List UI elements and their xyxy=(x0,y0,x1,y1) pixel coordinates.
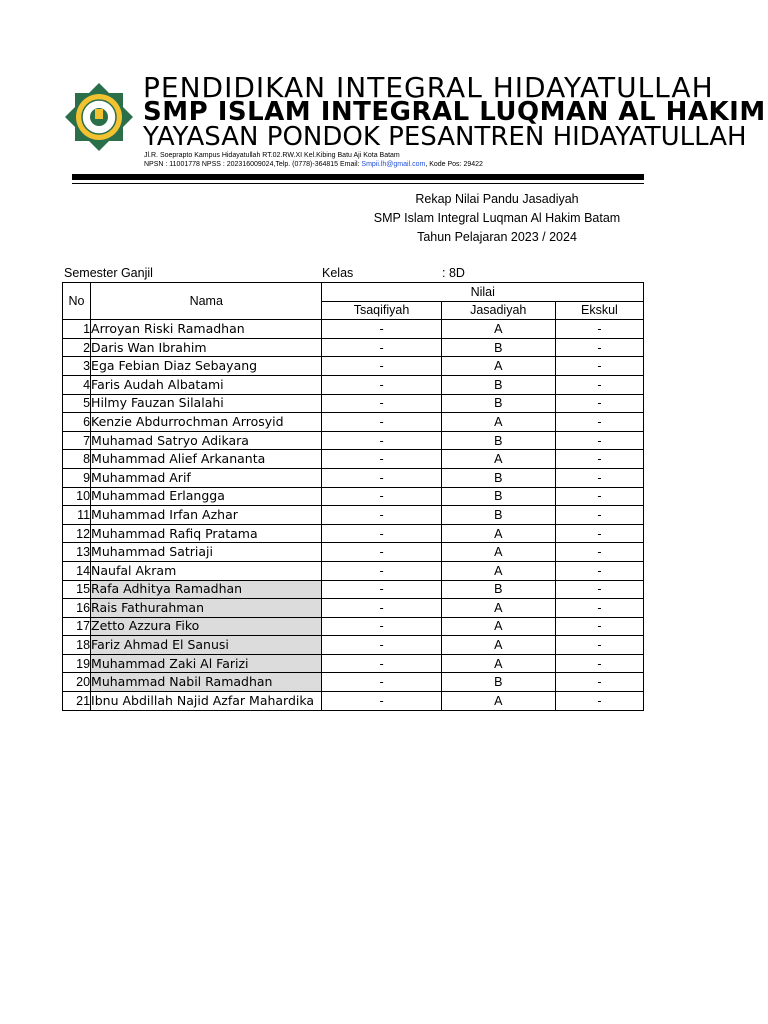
student-name: Arroyan Riski Ramadhan xyxy=(91,320,322,339)
tsaqifiyah-value: - xyxy=(322,506,441,525)
ekskul-value: - xyxy=(555,636,643,655)
ekskul-value: - xyxy=(555,599,643,618)
student-name: Muhammad Nabil Ramadhan xyxy=(91,673,322,692)
jasadiyah-value: A xyxy=(441,543,555,562)
student-name: Ega Febian Diaz Sebayang xyxy=(91,357,322,376)
grades-table xyxy=(62,282,644,711)
table-row xyxy=(63,543,644,562)
student-name: Rais Fathurahman xyxy=(91,599,322,618)
header-tsaqifiyah: Tsaqifiyah xyxy=(322,301,441,320)
header-nilai: Nilai xyxy=(322,283,644,302)
ekskul-value: - xyxy=(555,394,643,413)
row-number: 3 xyxy=(63,357,91,376)
contact-suffix: , Kode Pos: 29422 xyxy=(425,161,483,168)
jasadiyah-value: B xyxy=(441,375,555,394)
letterhead-divider-thick xyxy=(72,174,644,180)
row-number: 9 xyxy=(63,468,91,487)
row-number: 15 xyxy=(63,580,91,599)
jasadiyah-value: A xyxy=(441,357,555,376)
student-name: Fariz Ahmad El Sanusi xyxy=(91,636,322,655)
ekskul-value: - xyxy=(555,561,643,580)
header-no: No xyxy=(63,283,91,320)
student-name: Muhammad Zaki Al Farizi xyxy=(91,654,322,673)
jasadiyah-value: A xyxy=(441,524,555,543)
ekskul-value: - xyxy=(555,320,643,339)
school-contact xyxy=(144,160,483,170)
ekskul-value: - xyxy=(555,617,643,636)
report-year: Tahun Pelajaran 2023 / 2024 xyxy=(417,230,577,244)
student-name: Daris Wan Ibrahim xyxy=(91,338,322,357)
letterhead-divider-thin xyxy=(72,183,644,184)
jasadiyah-value: A xyxy=(441,617,555,636)
student-name: Naufal Akram xyxy=(91,561,322,580)
student-name: Muhammad Rafiq Pratama xyxy=(91,524,322,543)
tsaqifiyah-value: - xyxy=(322,338,441,357)
table-row xyxy=(63,375,644,394)
tsaqifiyah-value: - xyxy=(322,561,441,580)
tsaqifiyah-value: - xyxy=(322,450,441,469)
tsaqifiyah-value: - xyxy=(322,431,441,450)
school-address: Jl.R. Soeprapto Kampus Hidayatullah RT.02.RW.XI Kel.Kibing Batu Aji Kota Batam xyxy=(144,152,400,159)
ekskul-value: - xyxy=(555,506,643,525)
tsaqifiyah-value: - xyxy=(322,413,441,432)
jasadiyah-value: A xyxy=(441,561,555,580)
tsaqifiyah-value: - xyxy=(322,617,441,636)
table-body xyxy=(63,320,644,710)
row-number: 5 xyxy=(63,394,91,413)
student-name: Zetto Azzura Fiko xyxy=(91,617,322,636)
jasadiyah-value: B xyxy=(441,506,555,525)
table-row xyxy=(63,450,644,469)
table-row xyxy=(63,617,644,636)
table-row xyxy=(63,580,644,599)
table-row xyxy=(63,338,644,357)
table-row xyxy=(63,506,644,525)
student-name: Muhammad Irfan Azhar xyxy=(91,506,322,525)
school-emblem-icon xyxy=(64,82,134,152)
row-number: 18 xyxy=(63,636,91,655)
student-name: Rafa Adhitya Ramadhan xyxy=(91,580,322,599)
tsaqifiyah-value: - xyxy=(322,468,441,487)
table-row xyxy=(63,561,644,580)
tsaqifiyah-value: - xyxy=(322,636,441,655)
table-row xyxy=(63,468,644,487)
row-number: 8 xyxy=(63,450,91,469)
table-row xyxy=(63,599,644,618)
row-number: 13 xyxy=(63,543,91,562)
row-number: 1 xyxy=(63,320,91,339)
jasadiyah-value: B xyxy=(441,580,555,599)
table-row xyxy=(63,524,644,543)
ekskul-value: - xyxy=(555,468,643,487)
table-row xyxy=(63,654,644,673)
header-jasadiyah: Jasadiyah xyxy=(441,301,555,320)
student-name: Muhamad Satryo Adikara xyxy=(91,431,322,450)
student-name: Muhammad Satriaji xyxy=(91,543,322,562)
kelas-value: : 8D xyxy=(442,266,465,280)
kelas-label: Kelas xyxy=(322,266,354,280)
student-name: Muhammad Arif xyxy=(91,468,322,487)
report-title: Rekap Nilai Pandu Jasadiyah xyxy=(415,192,579,206)
jasadiyah-value: A xyxy=(441,654,555,673)
table-row xyxy=(63,320,644,339)
row-number: 19 xyxy=(63,654,91,673)
jasadiyah-value: A xyxy=(441,450,555,469)
table-row xyxy=(63,394,644,413)
jasadiyah-value: A xyxy=(441,413,555,432)
tsaqifiyah-value: - xyxy=(322,524,441,543)
row-number: 11 xyxy=(63,506,91,525)
row-number: 17 xyxy=(63,617,91,636)
table-header-row xyxy=(63,283,644,302)
jasadiyah-value: B xyxy=(441,338,555,357)
tsaqifiyah-value: - xyxy=(322,487,441,506)
letterhead xyxy=(140,70,766,180)
jasadiyah-value: A xyxy=(441,320,555,339)
jasadiyah-value: B xyxy=(441,431,555,450)
tsaqifiyah-value: - xyxy=(322,673,441,692)
ekskul-value: - xyxy=(555,692,643,711)
row-number: 6 xyxy=(63,413,91,432)
semester-label: Semester Ganjil xyxy=(64,266,153,280)
ekskul-value: - xyxy=(555,338,643,357)
header-ekskul: Ekskul xyxy=(555,301,643,320)
student-name: Kenzie Abdurrochman Arrosyid xyxy=(91,413,322,432)
table-row xyxy=(63,487,644,506)
ekskul-value: - xyxy=(555,543,643,562)
table-row xyxy=(63,357,644,376)
table-row xyxy=(63,636,644,655)
tsaqifiyah-value: - xyxy=(322,394,441,413)
tsaqifiyah-value: - xyxy=(322,357,441,376)
row-number: 10 xyxy=(63,487,91,506)
row-number: 12 xyxy=(63,524,91,543)
student-name: Muhammad Alief Arkananta xyxy=(91,450,322,469)
student-name: Faris Audah Albatami xyxy=(91,375,322,394)
yayasan-name: YAYASAN PONDOK PESANTREN HIDAYATULLAH xyxy=(143,122,747,152)
jasadiyah-value: A xyxy=(441,692,555,711)
jasadiyah-value: A xyxy=(441,599,555,618)
school-name: SMP ISLAM INTEGRAL LUQMAN AL HAKIM xyxy=(143,97,766,127)
tsaqifiyah-value: - xyxy=(322,692,441,711)
contact-prefix: NPSN : 11001778 NPSS : 202316009024,Telp. (0778)-364815 Email: xyxy=(144,161,362,168)
tsaqifiyah-value: - xyxy=(322,599,441,618)
ekskul-value: - xyxy=(555,654,643,673)
ekskul-value: - xyxy=(555,450,643,469)
ekskul-value: - xyxy=(555,357,643,376)
student-name: Hilmy Fauzan Silalahi xyxy=(91,394,322,413)
student-name: Ibnu Abdillah Najid Azfar Mahardika xyxy=(91,692,322,711)
ekskul-value: - xyxy=(555,431,643,450)
email-link[interactable]: Smpii.lh@gmail.com xyxy=(361,161,426,168)
tsaqifiyah-value: - xyxy=(322,543,441,562)
table-row xyxy=(63,413,644,432)
jasadiyah-value: B xyxy=(441,468,555,487)
row-number: 4 xyxy=(63,375,91,394)
header-nama: Nama xyxy=(91,283,322,320)
foundation-title: PENDIDIKAN INTEGRAL HIDAYATULLAH xyxy=(143,71,714,104)
table-row xyxy=(63,431,644,450)
tsaqifiyah-value: - xyxy=(322,320,441,339)
jasadiyah-value: B xyxy=(441,487,555,506)
row-number: 16 xyxy=(63,599,91,618)
tsaqifiyah-value: - xyxy=(322,654,441,673)
ekskul-value: - xyxy=(555,580,643,599)
table-row xyxy=(63,673,644,692)
ekskul-value: - xyxy=(555,413,643,432)
jasadiyah-value: B xyxy=(441,394,555,413)
tsaqifiyah-value: - xyxy=(322,580,441,599)
row-number: 7 xyxy=(63,431,91,450)
ekskul-value: - xyxy=(555,487,643,506)
ekskul-value: - xyxy=(555,673,643,692)
table-row xyxy=(63,692,644,711)
student-name: Muhammad Erlangga xyxy=(91,487,322,506)
row-number: 2 xyxy=(63,338,91,357)
row-number: 20 xyxy=(63,673,91,692)
tsaqifiyah-value: - xyxy=(322,375,441,394)
jasadiyah-value: A xyxy=(441,636,555,655)
ekskul-value: - xyxy=(555,524,643,543)
jasadiyah-value: B xyxy=(441,673,555,692)
ekskul-value: - xyxy=(555,375,643,394)
report-school: SMP Islam Integral Luqman Al Hakim Batam xyxy=(373,211,621,225)
row-number: 14 xyxy=(63,561,91,580)
row-number: 21 xyxy=(63,692,91,711)
